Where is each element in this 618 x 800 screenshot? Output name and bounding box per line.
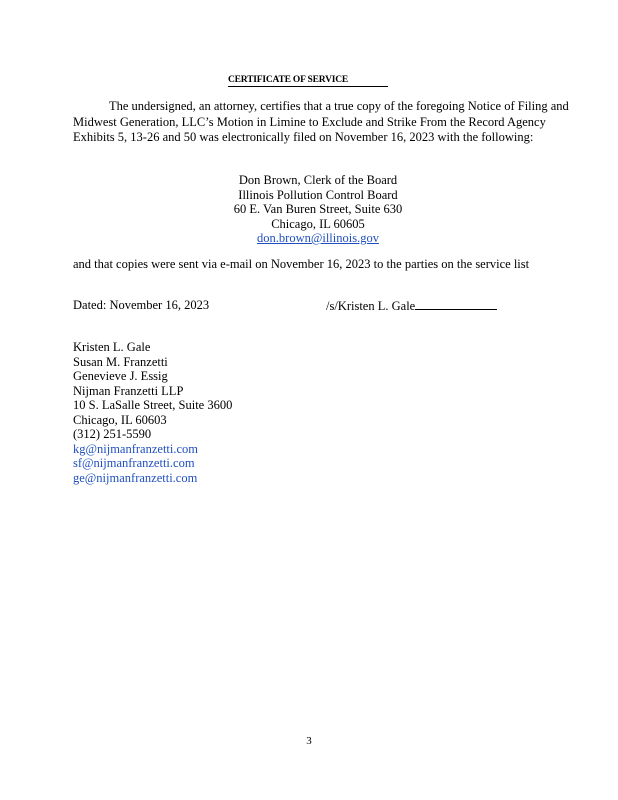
attorney-block bbox=[73, 340, 232, 485]
signature-line bbox=[326, 298, 497, 314]
recipient-street: 60 E. Van Buren Street, Suite 630 bbox=[233, 202, 403, 216]
firm-street: 10 S. LaSalle Street, Suite 3600 bbox=[73, 398, 233, 412]
service-statement: and that copies were sent via e-mail on November 16, 2023 to the parties on the service list bbox=[73, 257, 530, 271]
recipient-org: Illinois Pollution Control Board bbox=[238, 187, 398, 202]
certificate-title: CERTIFICATE OF SERVICE bbox=[228, 74, 388, 87]
page-number: 3 bbox=[306, 735, 312, 747]
attorney-name: Kristen L. Gale bbox=[73, 340, 151, 354]
dated-line: Dated: November 16, 2023 bbox=[73, 298, 210, 312]
attorney-email-link[interactable]: kg@nijmanfranzetti.com bbox=[73, 441, 199, 456]
firm-city: Chicago, IL 60603 bbox=[73, 412, 167, 427]
attorney-name: Susan M. Franzetti bbox=[73, 354, 168, 369]
certification-text: The undersigned, an attorney, certifies that a true copy of the foregoing Notice of Filing and Midwest Generation, LLC’s Motion in Limine to Exclude and Strike From the Record Agency Exhibits 5, 13-26 and 50 was electronically filed on November 16, 2023 with the following: bbox=[73, 99, 569, 144]
signature-text: /s/Kristen L. Gale bbox=[326, 299, 416, 313]
certification-paragraph bbox=[73, 99, 573, 146]
recipient-address bbox=[160, 173, 476, 246]
attorney-email-link[interactable]: ge@nijmanfranzetti.com bbox=[73, 470, 198, 485]
firm-name: Nijman Franzetti LLP bbox=[73, 383, 184, 398]
signature-underline bbox=[415, 298, 497, 310]
recipient-city: Chicago, IL 60605 bbox=[271, 216, 365, 231]
attorney-email-link[interactable]: sf@nijmanfranzetti.com bbox=[73, 456, 195, 470]
recipient-name: Don Brown, Clerk of the Board bbox=[238, 173, 398, 187]
recipient-email-link[interactable]: don.brown@illinois.gov bbox=[257, 231, 379, 245]
attorney-name: Genevieve J. Essig bbox=[73, 369, 168, 383]
firm-phone: (312) 251-5590 bbox=[73, 427, 152, 441]
